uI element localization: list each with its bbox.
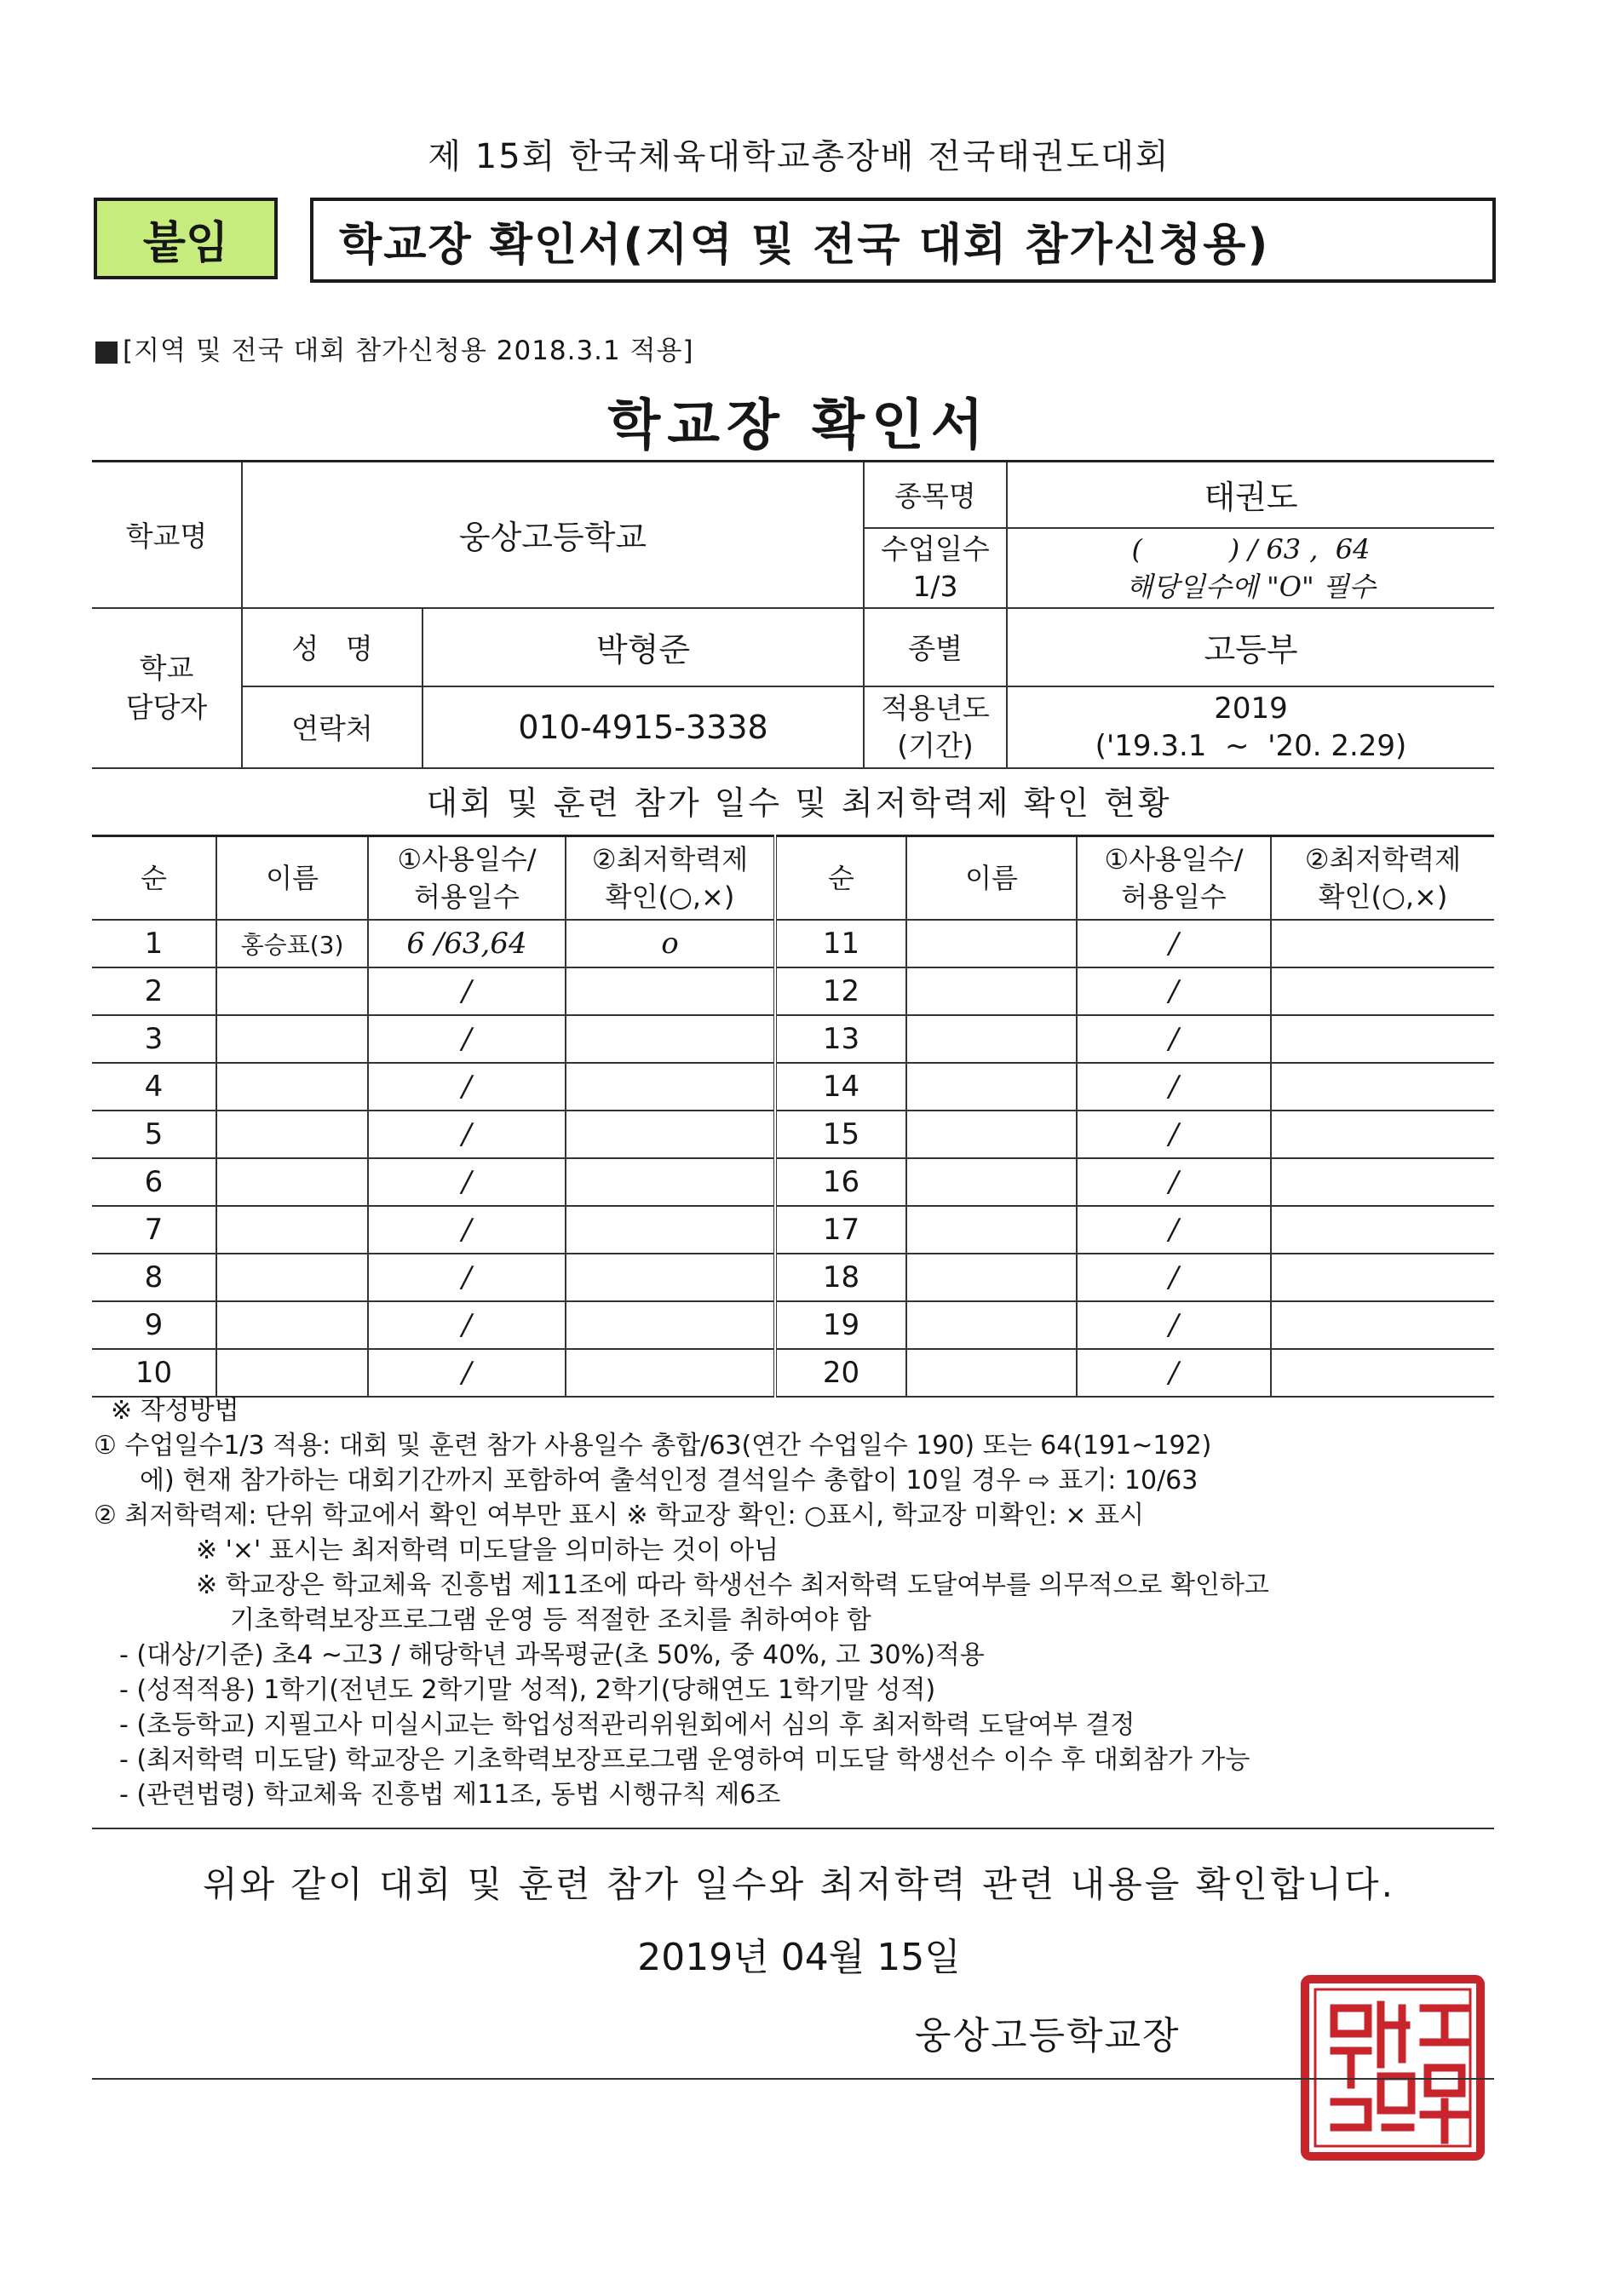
header-min [566,836,775,921]
min-academic-check [1271,1063,1494,1111]
used-days: / [368,1349,566,1397]
row-number: 6 [92,1158,216,1206]
used-days: / [1077,1015,1271,1063]
header-days-2-line1: ①사용일수/ [1104,843,1244,875]
header-days-2-line2: 허용일수 [1121,881,1227,913]
student-name [906,1254,1077,1301]
manager-label [92,608,242,768]
confirmation-statement: 위와 같이 대회 및 훈련 참가 일수와 최저학력 관련 내용을 확인합니다. [203,1863,1395,1905]
min-academic-check [1271,1111,1494,1158]
student-name [216,1158,368,1206]
header-days-line2: 허용일수 [414,881,520,913]
student-name [906,1111,1077,1158]
row-number: 16 [775,1158,906,1206]
row-number: 8 [92,1254,216,1301]
student-name [906,1206,1077,1254]
student-name [216,967,368,1015]
student-name [906,1301,1077,1349]
used-days: / [368,1254,566,1301]
row-number: 11 [775,920,906,967]
participation-table [92,835,1494,1398]
row-number: 10 [92,1349,216,1397]
used-days: / [368,967,566,1015]
method-line: ② 최저학력제: 단위 학교에서 확인 여부만 표시 ※ 학교장 확인: ○표시, 학교장 미확인: × 표시 [94,1501,1145,1530]
issue-date: 2019년 04월 15일 [637,1936,961,1979]
class-days-label-line1: 수업일수 [881,531,990,565]
used-days: / [1077,1301,1271,1349]
division-value: 고등부 [1007,608,1494,686]
class-days-label-line2: 1/3 [912,569,958,603]
min-academic-check [1271,920,1494,967]
class-days-label [864,528,1007,608]
student-name [216,1111,368,1158]
method-line: - (최저학력 미도달) 학교장은 기초학력보장프로그램 운영하여 미도달 학생선수 이수 후 대회참가 가능 [119,1745,1250,1775]
contact-value: 010-4915-3338 [422,686,864,768]
method-line: 에) 현재 참가하는 대회기간까지 포함하여 출석인정 결석일수 총합이 10일 경우 ⇨ 표기: 10/63 [140,1466,1198,1495]
table-row [92,1015,1494,1063]
header-days-2 [1077,836,1271,921]
year-value [1007,686,1494,768]
header-no: 순 [92,836,216,921]
student-name [216,1015,368,1063]
header-name: 이름 [216,836,368,921]
competition-title: 제 15회 한국체육대학교총장배 전국태권도대회 [428,137,1170,176]
school-label: 학교명 [92,462,242,608]
header-name-2: 이름 [906,836,1077,921]
row-number: 1 [92,920,216,967]
header-min-2-line2: 확인(○,×) [1318,881,1448,913]
row-number: 4 [92,1063,216,1111]
student-name: 홍승표(3) [216,920,368,967]
used-days: / [368,1158,566,1206]
student-name [216,1301,368,1349]
header-min-2-line1: ②최저학력제 [1304,843,1462,875]
student-name [216,1063,368,1111]
min-academic-check [566,1254,775,1301]
principal-name: 웅상고등학교장 [915,2014,1181,2058]
table-row [92,1349,1494,1397]
table-row [92,967,1494,1015]
square-bullet-icon [95,342,118,364]
header-title: 학교장 확인서(지역 및 전국 대회 참가신청용) [310,198,1496,283]
class-days-value-line2: 해당일수에 "O" 필수 [1126,570,1376,603]
table-row [92,1111,1494,1158]
table-row [92,1301,1494,1349]
student-name [216,1206,368,1254]
bottom-rule [92,2078,1494,2080]
min-academic-check [1271,1158,1494,1206]
used-days: / [1077,920,1271,967]
used-days: / [1077,967,1271,1015]
method-heading: ※ 작성방법 [111,1396,239,1426]
division-label: 종별 [864,608,1007,686]
writing-method-notes [94,1393,1508,1812]
school-name: 웅상고등학교 [242,462,864,608]
contact-label: 연락처 [242,686,422,768]
document-title: 학교장 확인서 [607,394,991,457]
name-value: 박형준 [422,608,864,686]
method-line: ※ 학교장은 학교체육 진흥법 제11조에 따라 학생선수 최저학력 도달여부를 의무적으로 확인하고 [196,1570,1269,1600]
min-academic-check [1271,967,1494,1015]
row-number: 12 [775,967,906,1015]
used-days: / [1077,1111,1271,1158]
used-days: / [368,1015,566,1063]
row-number: 14 [775,1063,906,1111]
name-label: 성 명 [242,608,422,686]
used-days: / [1077,1349,1271,1397]
method-line: ① 수업일수1/3 적용: 대회 및 훈련 참가 사용일수 총합/63(연간 수업일수 190) 또는 64(191~192) [94,1431,1212,1461]
year-label-line1: 적용년도 [881,691,990,725]
table-row [92,1206,1494,1254]
min-academic-check [566,1206,775,1254]
year-value-line1: 2019 [1214,691,1288,726]
header-no-2: 순 [775,836,906,921]
min-academic-check [566,1063,775,1111]
student-name [216,1349,368,1397]
student-name [906,1349,1077,1397]
manager-label-line1: 학교 [139,651,194,685]
min-academic-check [566,1301,775,1349]
header-min-line2: 확인(○,×) [605,881,735,913]
notes-bottom-rule [92,1828,1494,1829]
row-number: 2 [92,967,216,1015]
used-days: / [1077,1158,1271,1206]
table-row [92,1254,1494,1301]
used-days: 6 /63,64 [368,920,566,967]
used-days: / [368,1111,566,1158]
method-line: ※ '×' 표시는 최저학력 미도달을 의미하는 것이 아님 [196,1535,779,1565]
row-number: 19 [775,1301,906,1349]
header-days-line1: ①사용일수/ [397,843,537,875]
min-academic-check [1271,1254,1494,1301]
header-days [368,836,566,921]
year-label [864,686,1007,768]
min-academic-check [566,1158,775,1206]
min-academic-check [1271,1349,1494,1397]
table-row [92,1158,1494,1206]
table-row [92,1063,1494,1111]
min-academic-check [566,1349,775,1397]
student-name [906,1015,1077,1063]
row-number: 18 [775,1254,906,1301]
min-academic-check: o [566,920,775,967]
used-days: / [368,1301,566,1349]
method-line: - (초등학교) 지필고사 미실시교는 학업성적관리위원회에서 심의 후 최저학력 도달여부 결정 [119,1710,1135,1740]
table-row [92,920,1494,967]
row-number: 20 [775,1349,906,1397]
year-value-line2: ('19.3.1 ~ '20. 2.29) [1095,728,1407,763]
student-name [216,1254,368,1301]
row-number: 3 [92,1015,216,1063]
used-days: / [1077,1206,1271,1254]
application-note-text: [지역 및 전국 대회 참가신청용 2018.3.1 적용] [123,336,694,366]
min-academic-check [1271,1301,1494,1349]
student-name [906,920,1077,967]
class-days-value [1007,528,1494,608]
min-academic-check [566,1111,775,1158]
row-number: 17 [775,1206,906,1254]
method-line: - (관련법령) 학교체육 진흥법 제11조, 동법 시행규칙 제6조 [119,1780,781,1810]
min-academic-check [566,1015,775,1063]
class-days-value-line1: ( ) / 63 , 64 [1131,532,1371,565]
header-min-line1: ②최저학력제 [591,843,749,875]
year-label-line2: (기간) [897,728,974,762]
student-name [906,1063,1077,1111]
method-line: - (성적적용) 1학기(전년도 2학기말 성적), 2학기(당해연도 1학기말 성적) [119,1675,936,1705]
row-number: 15 [775,1111,906,1158]
method-line: 기초학력보장프로그램 운영 등 적절한 조치를 취하여야 함 [230,1605,871,1635]
event-value: 태권도 [1007,462,1494,528]
used-days: / [368,1206,566,1254]
section-title: 대회 및 훈련 참가 일수 및 최저학력제 확인 현황 [426,784,1172,822]
min-academic-check [566,967,775,1015]
student-name [906,1158,1077,1206]
min-academic-check [1271,1206,1494,1254]
school-info-table [92,460,1494,769]
application-note [95,329,694,367]
row-number: 7 [92,1206,216,1254]
min-academic-check [1271,1015,1494,1063]
official-seal-icon [1300,1974,1486,2161]
row-number: 13 [775,1015,906,1063]
row-number: 9 [92,1301,216,1349]
attachment-badge: 붙임 [94,198,278,279]
header-min-2 [1271,836,1494,921]
row-number: 5 [92,1111,216,1158]
manager-label-line2: 담당자 [125,690,208,724]
used-days: / [1077,1063,1271,1111]
method-line: - (대상/기준) 초4 ~고3 / 해당학년 과목평균(초 50%, 중 40%, 고 30%)적용 [119,1640,985,1670]
event-label: 종목명 [864,462,1007,528]
used-days: / [1077,1254,1271,1301]
used-days: / [368,1063,566,1111]
student-name [906,967,1077,1015]
